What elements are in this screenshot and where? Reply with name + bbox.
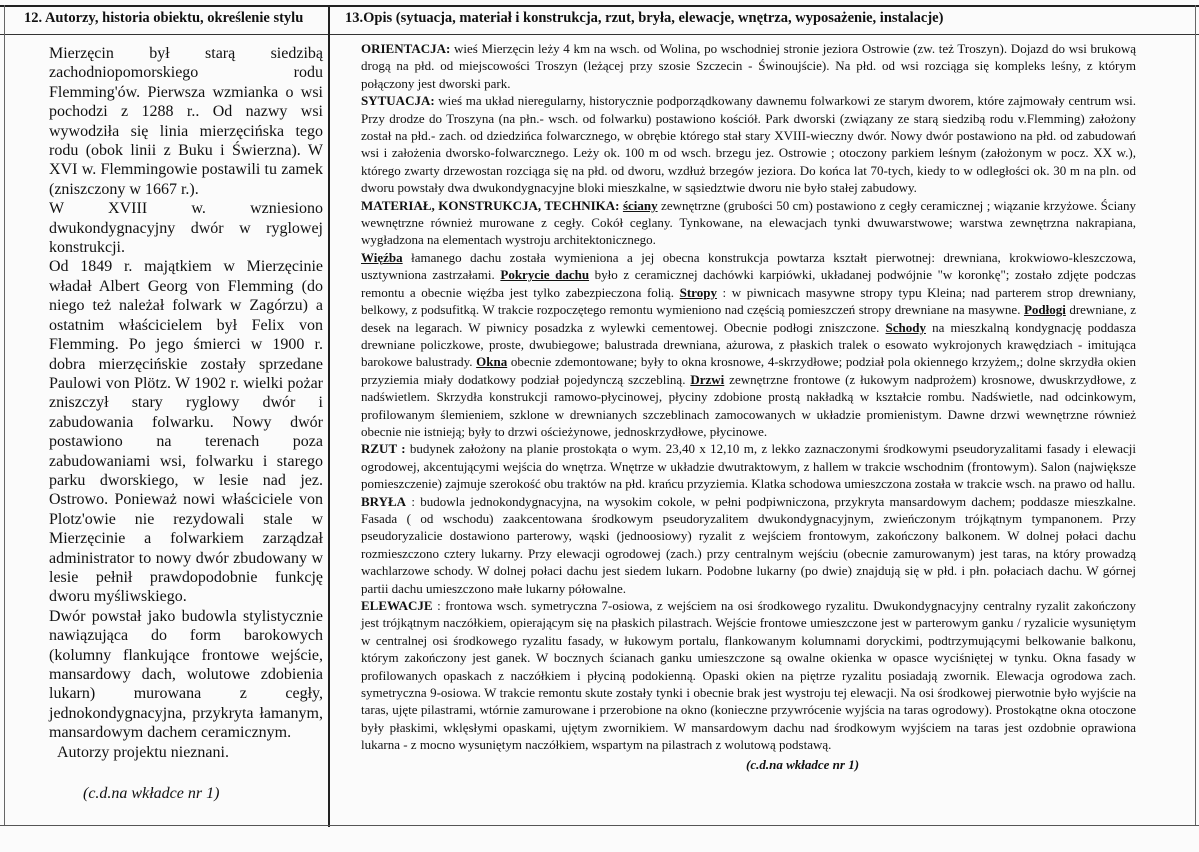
rzut-text: budynek założony na planie prostokąta o wym. 23,40 x 12,10 m, z lekko zaznaczonymi środkowymi pseudoryzalitami fasady i elewacji ogrodowej, akcentującymi wejścia do wnętrza. Wnętrze w układzie dwutraktowym, z hallem w trakcie wschodnim (frontowym). Salon (największe pomieszczenie) zajmuje szerokość obu traktów na płd. krańcu przyziemia. Klatka schodowa umieszczona została w trakcie wsch. na prawo od hallu. (361, 441, 1137, 492)
podlogi-label: Podłogi (1023, 302, 1066, 318)
top-border (0, 5, 1199, 7)
right-border (1195, 5, 1196, 825)
drzwi-label: Drzwi (690, 371, 725, 387)
drzwi-text: zewnętrzne frontowe (z łukowym nadprożem) krosnowe, dwuskrzydłowe, z nadświetlem. Skrzydła konstrukcji ramowo-płycinowej, płyciny zdobione prostą nakładką w kształcie rombu. Nadświetle, nad odcinkowym, profilowanym ślemieniem, szklone w drewnianych szczeblinach zamocowanych w układzie promienistym. Dawne drzwi wewnętrzne również obecnie nie istnieją; były to drzwi ościeżynowe, jednoskrzydłowe, płycinowe. (361, 371, 1136, 439)
wiezba-text: łamanego dachu została wymieniona a jej obecna konstrukcja powtarza kształt pierwotnej: drewniana, krokwiowo-kleszczowa, usztywniona zastrzałami. (361, 249, 1136, 283)
rzut-label: RZUT : (361, 441, 406, 457)
material-paragraph (361, 197, 1136, 249)
wiezba-label: Więźba (361, 249, 403, 265)
continuation-note: (c.d.na wkładce nr 1) (746, 756, 860, 772)
bryla-text: : budowla jednokondygnacyjna, na wysokim cokole, w pełni podpiwniczona, przykryta mansardowym dachem; poddasze mieszkalne. Fasada ( od wschodu) zaakcentowana środkowym pseudoryzalitem dwukondygnacyjnym, zwieńczonym trójkątnym tympanonem. Przy pseudoryzalicie dostawiono parterowy, wąski (jednoosiowy) ryzalit z wejściem frontowym, zakończony balkonem. W dolnej połaci dachu rozmieszczono cztery lukarny. Przy elewacji ogrodowej (zach.) przy centralnym wejściu (obecnie zamurowanym) jest taras, na który prowadzą wachlarzowe schody. W dolnej połaci dachu jest siedem lukarn. Podobne lukarny (po dwie) znajdują się w płd. i płn. połaciach dachu. W górnej partii dachu umieszczono małe lukarny półowalne. (361, 493, 1136, 596)
podlogi-text: drewniane, z desek na legarach. W piwnicy posadzka z wylewki cementowej. Obecnie podłogi zniszczone. (361, 302, 1136, 335)
sytuacja-text: wieś ma układ nieregularny, historycznie podporządkowany dawnemu folwarkowi ze starym dworem, które zajmowały centrum wsi. Przy drodze do Troszyna (na płn.- wsch. od folwarku) postawiono kościół. Park dworski (związany ze starą siedzibą rodu v.Flemming) założony został na płd.- zach. od dziedzińca folwarcznego, w obrębie którego stał stary XVIII-wieczny dwór. Nowy dwór postawiono na płd. od zabudowań wsi i założenia dworsko-folwarcznego. Leży ok. 100 m od wsch. brzegu jez. Ostrowie ; otoczony parkiem leśnym (założonym w pocz. XX w.), którego zwarty drzewostan rozciąga się na płd. od dworu, wzdłuż brzegów jeziora. Do końca lat 70-tych, kiedy to w odległości ok. 30 m na pln. od dworu powstały dwa dwukondygnacyjne bloki mieszkalne, w sąsiedztwie dworu nie było stałej zabudowy. (361, 93, 1136, 196)
material-label: MATERIAŁ, KONSTRUKCJA, TECHNIKA: (361, 197, 620, 213)
pokrycie-label: Pokrycie dachu (500, 267, 590, 283)
bryla-label: BRYŁA (361, 493, 407, 509)
section-12-heading: 12. Autorzy, historia obiektu, określenie stylu (24, 10, 304, 26)
sciany-label: ściany (622, 197, 658, 213)
stropy-label: Stropy (679, 284, 717, 300)
history-paragraph: Od 1849 r. majątkiem w Mierzęcinie władał Albert Georg von Flemming (do niego też należał folwark w Zagórzu) a ostatnim właścicielem był Felix von Flemming. Po jego śmierci w 1900 r. dobra mierzęcińskie zostały sprzedane Paulowi von Plötz. W 1902 r. wielki pożar zniszczył stary ryglowy dwór i zabudowania folwarku. Nowy dwór postawiono na terenach poza zabudowaniami wsi, folwarku i starego parku dworskiego, w lesie nad jez. Ostrowo. Ponieważ nowi właściciele von Plotz'owie nie rezydowali stale w Mierzęcinie a folwarkiem zarządzał administrator to nowy dwór zbudowany w lesie pełnił prawdopodobnie funkcję dworu myśliwskiego. (49, 258, 323, 606)
stropy-text: : w piwnicach masywne stropy typu Kleina; nad parterem strop drewniany, belkowy, z podsufitką. W trakcie rozpoczętego remontu wymieniono nad częścią pomieszczeń stropy drewniane na masywne. (361, 284, 1137, 318)
history-paragraph: W XVIII w. wzniesiono dwukondygnacyjny dwór w ryglowej konstrukcji. (49, 200, 323, 257)
sytuacja-paragraph (361, 92, 1136, 196)
konstrukcja-paragraph (361, 249, 1136, 440)
orientacja-text: wieś Mierzęcin leży 4 km na wsch. od Wolina, po wschodniej stronie jeziora Ostrowie (zw. też Troszyn). Dojazd do wsi brukową drogą na płd. od miejscowości Troszyn (leżącej przy szosie Szczecin - Świnoujście). Na płd. od wsi rozciąga się kompleks leśny, z którym połączony jest dworski park. (361, 41, 1136, 91)
pokrycie-text: było z ceramicznej dachówki karpiówki, układanej podwójnie "w koronkę"; zostało zdjęte podczas remontu a obecnie więźba jest tylko zabezpieczona folią. (361, 267, 1136, 300)
schody-text: na mieszkalną kondygnację poddasza drewniane policzkowe, proste, dwubiegowe; balustrada drewniana, ażurowa, z płaskich tralek o esowato wykrojonych krawędziach - imitująca barokowe balustrady. (361, 319, 1136, 370)
schody-label: Schody (885, 319, 926, 335)
description-column (361, 40, 1136, 773)
column-divider (328, 5, 330, 827)
continuation-note: (c.d.na wkładce nr 1) (83, 785, 220, 803)
rzut-paragraph (361, 440, 1136, 492)
okna-text: obecnie zdemontowane; były to okna krosnowe, 4-skrzydłowe; podział pola okiennego krzyżem,; dolne skrzydła okien przyziemia miały dodatkowy podział pojedynczą szczebliną. (361, 354, 1136, 387)
elewacje-paragraph (361, 597, 1136, 754)
history-paragraph: Dwór powstał jako budowla stylistycznie nawiązująca do form barokowych (kolumny flankujące frontowe wejście, mansardowy dach, wolutowe zdobienia lukarn) murowana z cegły, jednokondygnacyjna, przykryta łamanym, mansardowym dachem ceramicznym. (49, 607, 323, 742)
bottom-border (0, 825, 1199, 826)
orientacja-paragraph (361, 40, 1136, 92)
history-paragraph: Autorzy projektu nieznani. (57, 743, 229, 761)
sciany-text: zewnętrzne (grubości 50 cm) postawiono z cegły ceramicznej ; wiązanie krzyżowe. Ściany wewnętrzne również murowane z cegły. Cokół ceglany. Tynkowane, na elewacjach tynki dwuwarstwowe; warstwa zewnętrzna nakrapiana, wygładzona na elementach wystroju architektonicznego. (361, 197, 1136, 248)
section-13-heading: 13.Opis (sytuacja, materiał i konstrukcja, rzut, bryła, elewacje, wnętrza, wyposażenie, instalacje) (345, 10, 944, 26)
history-paragraph: Mierzęcin był starą siedzibą zachodniopomorskiego rodu Flemming'ów. Pierwsza wzmianka o wsi pochodzi z 1288 r.. Od nazwy wsi wywodziła się linia mierzęcińska tego rodu (obok linii z Buku i Świerzna). W XVI w. Flemmingowie postawili tu zamek (zniszczony w 1667 r.). (49, 45, 323, 198)
orientacja-label: ORIENTACJA: (361, 41, 451, 56)
left-border (4, 5, 5, 825)
okna-label: Okna (476, 354, 508, 370)
history-column (49, 44, 323, 803)
header-divider (0, 34, 1199, 35)
bryla-paragraph (361, 493, 1136, 597)
sytuacja-label: SYTUACJA: (361, 93, 435, 109)
elewacje-label: ELEWACJE (361, 598, 433, 613)
elewacje-text: : frontowa wsch. symetryczna 7-osiowa, z wejściem na osi środkowego ryzalitu. Dwukondygnacyjny centralny ryzalit zakończony jest trójkątnym naczółkiem, opierającym się na płaskich pilastrach. Wejście frontowe umieszczone jest w parterowym ganku / ryzalicie wysuniętym w centralnej osi środkowego ryzalitu fasady, w łukowym portalu, flankowanym kolumnami doryckimi, podtrzymującymi belkowanie balkonu, którym zakończony jest ganek. W bocznych ścianach ganku umieszczone są owalne okienka w opasce wyciśniętej w tynku. Okna fasady w profilowanych opaskach z naczółkiem i płyciną podokienną. Opaski okien na piętrze ryzalitu posiadają zwornik. Elewacja ogrodowa zach. symetryczna 9-osiowa. W trakcie remontu skute zostały tynki i obecnie brak jest wystroju tej elewacji. Na osi środkowej pierwotnie było wyjście na taras, ujęte pilastrami, wtórnie zamurowane i przerobione na okno (konieczne przywrócenie wyjścia na taras ogrodowy). Prostokątne okna otoczone były płaskimi, wklęsłymi opaskami, ujętym zwornikiem. W mansardowym dachu nad środkowym wyjściem na taras jest ozdobnie oprawiona lukarna - z mocno wysuniętym naczółkiem, wspartym na pilastrach z wolutową podstawą. (361, 598, 1136, 753)
